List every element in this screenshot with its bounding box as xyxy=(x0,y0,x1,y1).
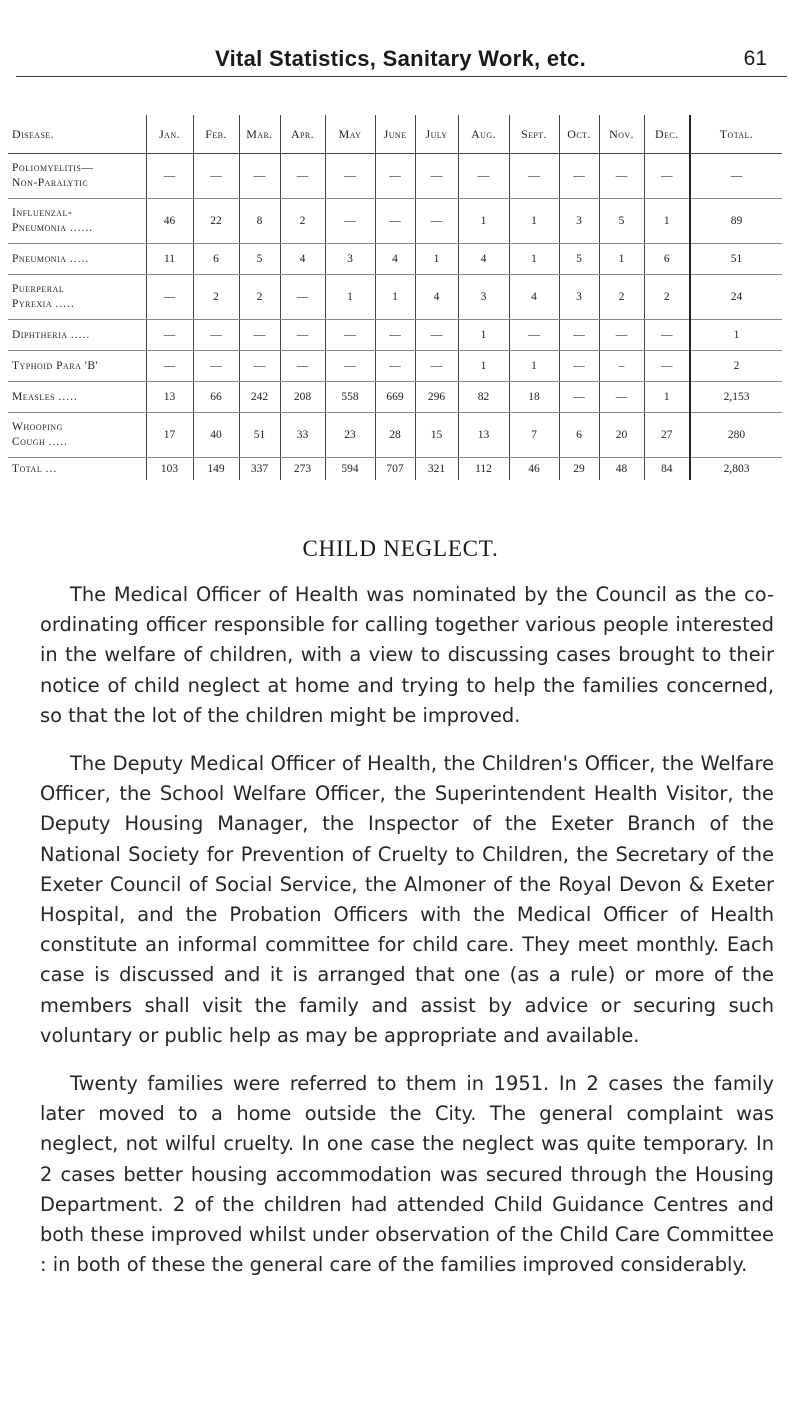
value-cell: 13 xyxy=(146,382,193,413)
value-cell: 22 xyxy=(193,199,239,244)
value-cell: 4 xyxy=(509,275,559,320)
value-cell: — xyxy=(599,320,644,351)
disease-table xyxy=(8,115,782,480)
value-cell: 46 xyxy=(146,199,193,244)
table-body xyxy=(8,154,782,481)
column-header: Apr. xyxy=(280,115,325,154)
value-cell: — xyxy=(559,320,599,351)
column-header: Oct. xyxy=(559,115,599,154)
value-cell: 66 xyxy=(193,382,239,413)
value-cell: 280 xyxy=(690,413,782,458)
header-rule xyxy=(16,76,787,77)
value-cell: — xyxy=(509,154,559,199)
value-cell: 48 xyxy=(599,458,644,481)
value-cell: 4 xyxy=(280,244,325,275)
disease-cell xyxy=(8,154,146,199)
value-cell: 4 xyxy=(415,275,458,320)
value-cell: — xyxy=(280,275,325,320)
value-cell: — xyxy=(280,351,325,382)
value-cell: 6 xyxy=(193,244,239,275)
value-cell: — xyxy=(193,351,239,382)
value-cell: — xyxy=(325,154,375,199)
value-cell: 2 xyxy=(239,275,280,320)
value-cell: 3 xyxy=(325,244,375,275)
value-cell: 20 xyxy=(599,413,644,458)
table-row xyxy=(8,275,782,320)
column-header: Feb. xyxy=(193,115,239,154)
value-cell: 112 xyxy=(458,458,509,481)
value-cell: 51 xyxy=(690,244,782,275)
value-cell: — xyxy=(146,351,193,382)
value-cell: 8 xyxy=(239,199,280,244)
value-cell: 1 xyxy=(509,199,559,244)
column-header: July xyxy=(415,115,458,154)
value-cell: 40 xyxy=(193,413,239,458)
value-cell: 6 xyxy=(559,413,599,458)
value-cell: 103 xyxy=(146,458,193,481)
table-row xyxy=(8,351,782,382)
value-cell: 337 xyxy=(239,458,280,481)
disease-name: Pneumonia ..... xyxy=(12,252,90,265)
value-cell: 2 xyxy=(599,275,644,320)
page-number: 61 xyxy=(743,47,767,70)
value-cell: 669 xyxy=(375,382,415,413)
value-cell: 89 xyxy=(690,199,782,244)
value-cell: 1 xyxy=(644,199,690,244)
column-header: Jan. xyxy=(146,115,193,154)
value-cell: — xyxy=(375,320,415,351)
value-cell: 46 xyxy=(509,458,559,481)
column-header: June xyxy=(375,115,415,154)
value-cell: 149 xyxy=(193,458,239,481)
value-cell: 208 xyxy=(280,382,325,413)
disease-name: Typhoid Para 'B' xyxy=(12,359,99,372)
value-cell: — xyxy=(325,351,375,382)
value-cell: 5 xyxy=(239,244,280,275)
section-heading: CHILD NEGLECT. xyxy=(302,536,499,561)
value-cell: 2 xyxy=(690,351,782,382)
column-header: Mar. xyxy=(239,115,280,154)
disease-name: Whooping xyxy=(12,421,63,433)
value-cell: — xyxy=(375,154,415,199)
disease-name: Poliomyelitis— xyxy=(12,162,94,174)
value-cell: 29 xyxy=(559,458,599,481)
value-cell: 24 xyxy=(690,275,782,320)
value-cell: — xyxy=(193,320,239,351)
value-cell: — xyxy=(325,199,375,244)
value-cell: 17 xyxy=(146,413,193,458)
column-header: Disease. xyxy=(8,115,146,154)
value-cell: 242 xyxy=(239,382,280,413)
table-row xyxy=(8,413,782,458)
value-cell: 33 xyxy=(280,413,325,458)
disease-name-line2: Cough ..... xyxy=(12,436,69,448)
value-cell: 3 xyxy=(559,199,599,244)
value-cell: — xyxy=(146,154,193,199)
value-cell: 1 xyxy=(458,320,509,351)
value-cell: — xyxy=(690,154,782,199)
column-header: Nov. xyxy=(599,115,644,154)
value-cell: — xyxy=(375,351,415,382)
column-header: May xyxy=(325,115,375,154)
value-cell: 3 xyxy=(559,275,599,320)
value-cell: — xyxy=(458,154,509,199)
value-cell: 5 xyxy=(599,199,644,244)
disease-cell xyxy=(8,351,146,382)
value-cell: 2 xyxy=(280,199,325,244)
disease-cell xyxy=(8,458,146,481)
value-cell: 1 xyxy=(458,351,509,382)
value-cell: 1 xyxy=(375,275,415,320)
disease-name: Total ... xyxy=(12,462,58,475)
disease-cell xyxy=(8,199,146,244)
value-cell: — xyxy=(239,351,280,382)
value-cell: — xyxy=(146,275,193,320)
value-cell: 1 xyxy=(509,244,559,275)
column-header: Total. xyxy=(690,115,782,154)
value-cell: 4 xyxy=(458,244,509,275)
table-row xyxy=(8,199,782,244)
value-cell: — xyxy=(599,154,644,199)
value-cell: 1 xyxy=(690,320,782,351)
value-cell: — xyxy=(415,199,458,244)
value-cell: 84 xyxy=(644,458,690,481)
table-row xyxy=(8,320,782,351)
paragraph: Twenty families were referred to them in 1951. In 2 cases the family later moved to a home outside the City. The general complaint was neglect, not wilful cruelty. In one case the neglect was quite temporary. In 2 cases better housing accommodation was secured through the Housing Department. 2 of the children had attended Child Guidance Centres and both these improved whilst under observation of the Child Care Committee : in both of these the general care of the families improved considerably. xyxy=(40,1072,774,1277)
value-cell: — xyxy=(644,154,690,199)
column-header: Aug. xyxy=(458,115,509,154)
value-cell: — xyxy=(325,320,375,351)
value-cell: – xyxy=(599,351,644,382)
disease-cell xyxy=(8,244,146,275)
value-cell: — xyxy=(559,154,599,199)
disease-cell xyxy=(8,275,146,320)
value-cell: 82 xyxy=(458,382,509,413)
value-cell: 15 xyxy=(415,413,458,458)
value-cell: — xyxy=(644,320,690,351)
value-cell: — xyxy=(509,320,559,351)
value-cell: — xyxy=(415,154,458,199)
value-cell: 1 xyxy=(458,199,509,244)
value-cell: — xyxy=(559,382,599,413)
value-cell: — xyxy=(415,320,458,351)
value-cell: 18 xyxy=(509,382,559,413)
disease-name: Diphtheria ..... xyxy=(12,328,91,341)
value-cell: 5 xyxy=(559,244,599,275)
value-cell: 1 xyxy=(509,351,559,382)
value-cell: 2,153 xyxy=(690,382,782,413)
value-cell: 6 xyxy=(644,244,690,275)
value-cell: — xyxy=(280,154,325,199)
disease-cell xyxy=(8,320,146,351)
value-cell: — xyxy=(415,351,458,382)
table-row xyxy=(8,244,782,275)
value-cell: — xyxy=(375,199,415,244)
column-header: Dec. xyxy=(644,115,690,154)
table-row xyxy=(8,154,782,199)
value-cell: — xyxy=(146,320,193,351)
value-cell: 2 xyxy=(193,275,239,320)
disease-name: Puerperal xyxy=(12,283,65,295)
value-cell: 11 xyxy=(146,244,193,275)
value-cell: — xyxy=(280,320,325,351)
value-cell: 7 xyxy=(509,413,559,458)
disease-name: Influenzal- xyxy=(12,207,73,219)
section-body xyxy=(40,580,774,1298)
value-cell: — xyxy=(559,351,599,382)
value-cell: 3 xyxy=(458,275,509,320)
value-cell: — xyxy=(599,382,644,413)
column-header: Sept. xyxy=(509,115,559,154)
value-cell: 4 xyxy=(375,244,415,275)
value-cell: 2 xyxy=(644,275,690,320)
disease-cell xyxy=(8,413,146,458)
disease-name-line2: Non-Paralytic xyxy=(12,177,89,189)
table-row xyxy=(8,382,782,413)
value-cell: 1 xyxy=(415,244,458,275)
disease-name-line2: Pyrexia ..... xyxy=(12,298,75,310)
value-cell: 296 xyxy=(415,382,458,413)
value-cell: 273 xyxy=(280,458,325,481)
value-cell: — xyxy=(239,154,280,199)
disease-cell xyxy=(8,382,146,413)
paragraph: The Medical Officer of Health was nominated by the Council as the co-ordinating officer responsible for calling together various people interested in the welfare of children, with a view to discussing cases brought to their notice of child neglect at home and trying to help the families concerned, so that the lot of the children might be improved. xyxy=(40,583,774,727)
value-cell: 707 xyxy=(375,458,415,481)
value-cell: 594 xyxy=(325,458,375,481)
value-cell: 321 xyxy=(415,458,458,481)
disease-name-line2: Pneumonia ...... xyxy=(12,222,94,234)
value-cell: 558 xyxy=(325,382,375,413)
table-row xyxy=(8,458,782,481)
value-cell: — xyxy=(193,154,239,199)
value-cell: — xyxy=(239,320,280,351)
value-cell: 1 xyxy=(599,244,644,275)
value-cell: 13 xyxy=(458,413,509,458)
value-cell: 23 xyxy=(325,413,375,458)
value-cell: — xyxy=(644,351,690,382)
paragraph: The Deputy Medical Officer of Health, the Children's Officer, the Welfare Officer, the School Welfare Officer, the Superintendent Health Visitor, the Deputy Housing Manager, the Inspector of the Exeter Branch of the National Society for Prevention of Cruelty to Children, the Secretary of the Exeter Council of Social Service, the Almoner of the Royal Devon & Exeter Hospital, and the Probation Officers with the Medical Officer of Health constitute an informal committee for child care. They meet monthly. Each case is discussed and it is arranged that one (as a rule) or more of the members shall visit the family and assist by advice or securing such voluntary or public help as may be appropriate and available. xyxy=(40,752,774,1047)
value-cell: 28 xyxy=(375,413,415,458)
page-title: Vital Statistics, Sanitary Work, etc. xyxy=(215,46,586,71)
value-cell: 27 xyxy=(644,413,690,458)
table-header-row xyxy=(8,115,782,154)
page-header xyxy=(0,46,801,80)
value-cell: 2,803 xyxy=(690,458,782,481)
value-cell: 51 xyxy=(239,413,280,458)
disease-name: Measles ..... xyxy=(12,390,78,403)
value-cell: 1 xyxy=(325,275,375,320)
value-cell: 1 xyxy=(644,382,690,413)
